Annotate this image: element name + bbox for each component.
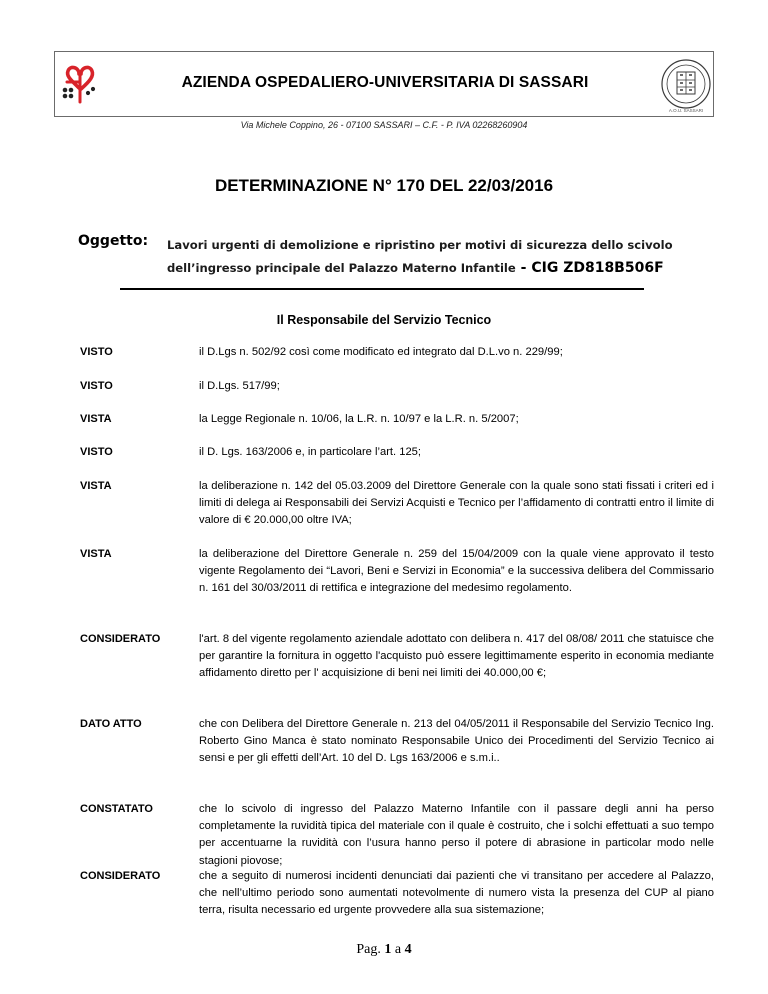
premise-label: CONSIDERATO [80,870,161,882]
university-seal-icon [660,58,712,110]
organization-title: AZIENDA OSPEDALIERO-UNIVERSITARIA DI SASSARI [181,74,589,91]
page-number: 1 [384,942,392,957]
determination-title: DETERMINAZIONE N° 170 DEL 22/03/2016 [214,176,554,195]
oggetto-text [167,234,712,280]
premise-text: il D.Lgs n. 502/92 così come modificato ed integrato dal D.L.vo n. 229/99; [199,346,563,358]
premise-text: che a seguito di numerosi incidenti denunciati dai pazienti che vi transitano per accedere al Palazzo, che nell’ultimo periodo sono aumentati notevolmente di numero vista la presenza del CUP al piano terra, risulta necessario ed urgente provvedere alla sua sistemazione; [199,870,714,917]
premise-label: CONSIDERATO [80,633,161,645]
premise-row [80,444,714,461]
premise-row [80,801,714,870]
cig-code: - CIG ZD818B506F [515,260,664,276]
premise-label: VISTO [80,346,113,358]
page-footer [0,942,768,958]
section-title: Il Responsabile del Servizio Tecnico [276,313,492,327]
oggetto-line-2 [167,257,712,280]
premise-label: VISTA [80,548,112,560]
premise-row [80,631,714,683]
premise-row [80,478,714,530]
premise-text: la Legge Regionale n. 10/06, la L.R. n. 10/97 e la L.R. n. 5/2007; [199,413,519,425]
address-line: Via Michele Coppino, 26 - 07100 SASSARI – C.F. - P. IVA 02268260904 [240,120,528,130]
premise-text: la deliberazione n. 142 del 05.03.2009 del Direttore Generale con la quale sono stati fissati i criteri ed i limiti di delega ai Responsabili dei Servizi Acquisti e Tecnico per l’affidamento di contratti entro il limite di valore di € 20.000,00 oltre IVA; [199,480,714,527]
page-total: 4 [404,942,412,957]
oggetto-line-2-text: dell’ingresso principale del Palazzo Materno Infantile [167,261,516,275]
premise-row [80,411,714,428]
premise-text: il D.Lgs. 517/99; [199,380,280,392]
premise-text: l'art. 8 del vigente regolamento aziendale adottato con delibera n. 417 del 08/08/ 2011 che statuisce che per garantire la fornitura in oggetto l'acquisto può essere legittimamente esperito in economia mediante affidamento diretto per l' acquisizione di beni nei limiti dei 40.000,00 €; [199,633,714,680]
premise-row [80,344,714,361]
premise-label: DATO ATTO [80,718,142,730]
premise-text: il D. Lgs. 163/2006 e, in particolare l’art. 125; [199,446,422,458]
premise-text: che con Delibera del Direttore Generale n. 213 del 04/05/2011 il Responsabile del Servizio Tecnico Ing. Roberto Gino Manca è stato nominato Responsabile Unico dei Procedimenti del Servizio Tecnico ai sensi e per gli effetti dell’Art. 10 del D. Lgs 163/2006 e s.m.i.. [199,718,714,765]
seal-caption: A.O.U. SASSARI [668,108,704,113]
premise-label: VISTO [80,446,113,458]
premise-label: CONSTATATO [80,803,153,815]
page-separator: a [391,942,405,957]
page-prefix: Pag. [356,942,385,957]
oggetto-label: Oggetto: [78,233,149,249]
premise-label: VISTO [80,380,113,392]
premise-text: che lo scivolo di ingresso del Palazzo Materno Infantile con il passare degli anni ha perso completamente la ruvidità tipica del materiale con il quale è costruito, che i solchi effettuati a suo tempo per accentuarne la ruvidità con l’usura hanno perso il potere di abrasione in particolar modo nelle stagioni piovose; [199,803,714,867]
premise-row [80,868,714,920]
premise-label: VISTA [80,480,112,492]
hospital-logo-icon [57,62,101,106]
premise-label: VISTA [80,413,112,425]
premise-row [80,378,714,395]
horizontal-rule [120,288,644,290]
premise-row [80,716,714,768]
oggetto-line-1: Lavori urgenti di demolizione e ripristino per motivi di sicurezza dello scivolo [167,238,673,252]
premise-text: la deliberazione del Direttore Generale n. 259 del 15/04/2009 con la quale viene approvato il testo vigente Regolamento dei “Lavori, Beni e Servizi in Economia” e la successiva delibera del Commissario n. 161 del 30/03/2011 di rettifica e integrazione del medesimo regolamento. [199,548,714,595]
premise-row [80,546,714,598]
